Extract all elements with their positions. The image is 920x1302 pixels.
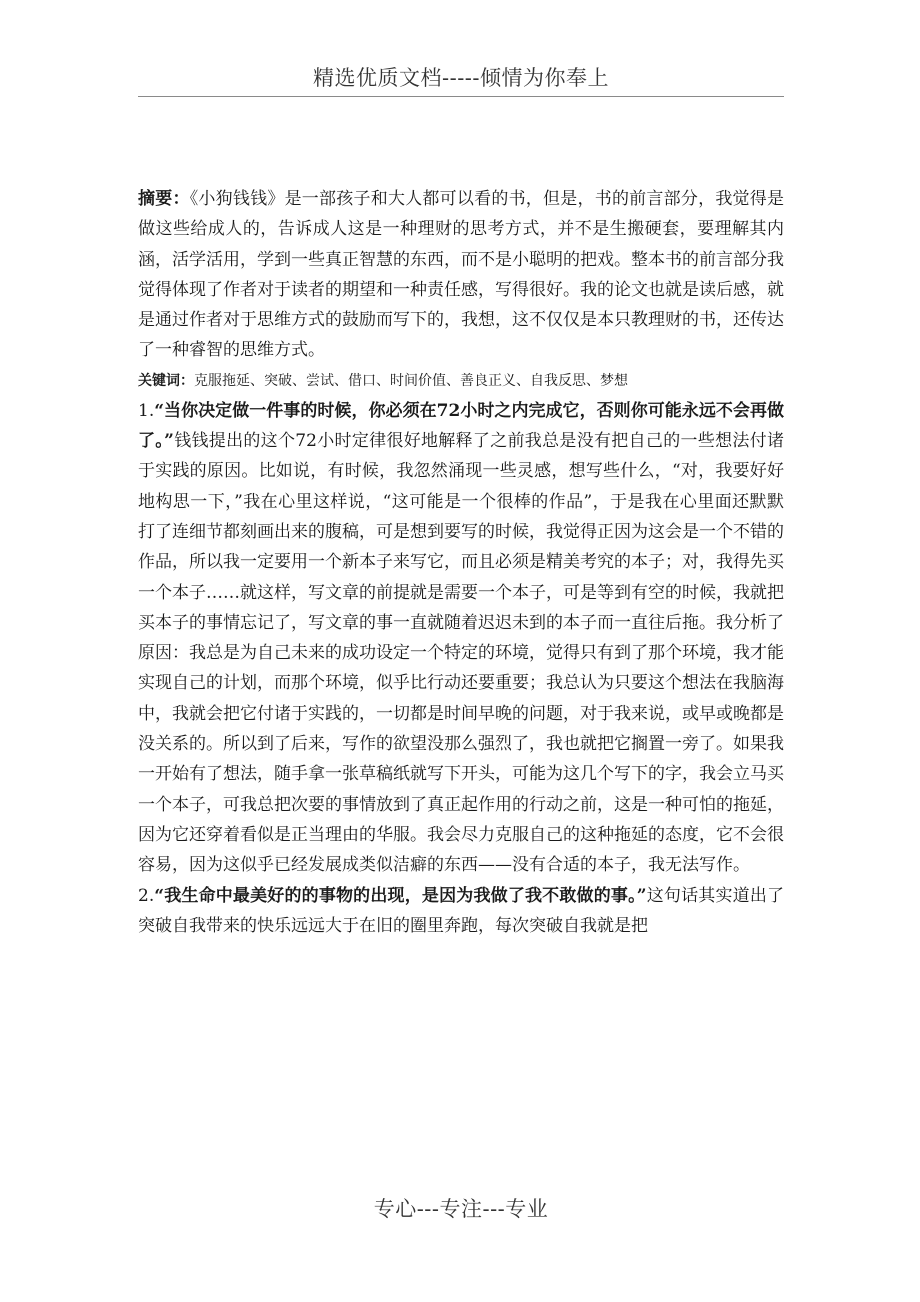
keywords-text: 克服拖延、突破、尝试、借口、时间价值、善良正义、自我反思、梦想 <box>194 372 628 389</box>
page-header <box>138 62 784 94</box>
page-footer <box>138 1193 784 1225</box>
section-1-body: 钱钱提出的这个72小时定律很好地解释了之前我总是没有把自己的一些想法付诸于实践的原因。比如说，有时候，我忽然涌现一些灵感，想写些什么，“对，我要好好地构思一下，”我在心里这样说，“这可能是一个很棒的作品”，于是我在心里面还默默打了连细节都刻画出来的腹稿，可是想到要写的时候，我觉得正因为这会是一个不错的作品，所以我一定要用一个新本子来写它，而且必须是精美考究的本子；对，我得先买一个本子……就这样，写文章的前提就是需要一个本子，可是等到有空的时候，我就把买本子的事情忘记了，写文章的事一直就随着迟迟未到的本子而一直往后拖。我分析了原因：我总是为自己未来的成功设定一个特定的环境，觉得只有到了那个环境，我才能实现自己的计划，而那个环境，似乎比行动还要重要；我总认为只要这个想法在我脑海中，我就会把它付诸于实践的，一切都是时间早晚的问题，对于我来说，或早或晚都是没关系的。所以到了后来，写作的欲望没那么强烈了，我也就把它搁置一旁了。如果我一开始有了想法，随手拿一张草稿纸就写下开头，可能为这几个写下的字，我会立马买一个本子，可我总把次要的事情放到了真正起作用的行动之前，这是一种可怕的拖延，因为它还穿着看似是正当理由的华服。我会尽力克服自己的这种拖延的态度，它不会很容易，因为这似乎已经发展成类似洁癖的东西——没有合适的本子，我无法写作。 <box>138 431 785 876</box>
header-divider <box>138 96 784 97</box>
section-1-quote: “当你决定做一件事的时候，你必须在72小时之内完成它，否则你可能永远不会再做了。” <box>138 400 784 452</box>
footer-text: 专心---专注---专业 <box>373 1197 549 1221</box>
abstract-paragraph <box>138 184 784 366</box>
section-2-quote: “我生命中最美好的的事物的出现，是因为我做了我不敢做的事。” <box>154 885 647 906</box>
section-1-number: 1. <box>138 400 155 421</box>
document-body <box>138 184 784 941</box>
keywords-label: 关键词： <box>138 372 194 389</box>
keywords-line <box>138 366 784 396</box>
section-1-paragraph <box>138 396 784 881</box>
section-2-paragraph <box>138 881 784 942</box>
abstract-text: 《小狗钱钱》是一部孩子和大人都可以看的书，但是，书的前言部分，我觉得是做这些给成人的，告诉成人这是一种理财的思考方式，并不是生搬硬套，要理解其内涵，活学活用，学到一些真正智慧的东西，而不是小聪明的把戏。整本书的前言部分我觉得体现了作者对于读者的期望和一种责任感，写得很好。我的论文也就是读后感，就是通过作者对于思维方式的鼓励而写下的，我想，这不仅仅是本只教理财的书，还传达了一种睿智的思维方式。 <box>138 189 785 361</box>
header-title: 精选优质文档-----倾情为你奉上 <box>313 66 609 90</box>
section-2-body: 这句话其实道出了突破自我带来的快乐远远大于在旧的圈里奔跑，每次突破自我就是把 <box>138 885 784 936</box>
abstract-label: 摘要： <box>138 189 190 209</box>
section-2-number: 2. <box>138 885 155 906</box>
